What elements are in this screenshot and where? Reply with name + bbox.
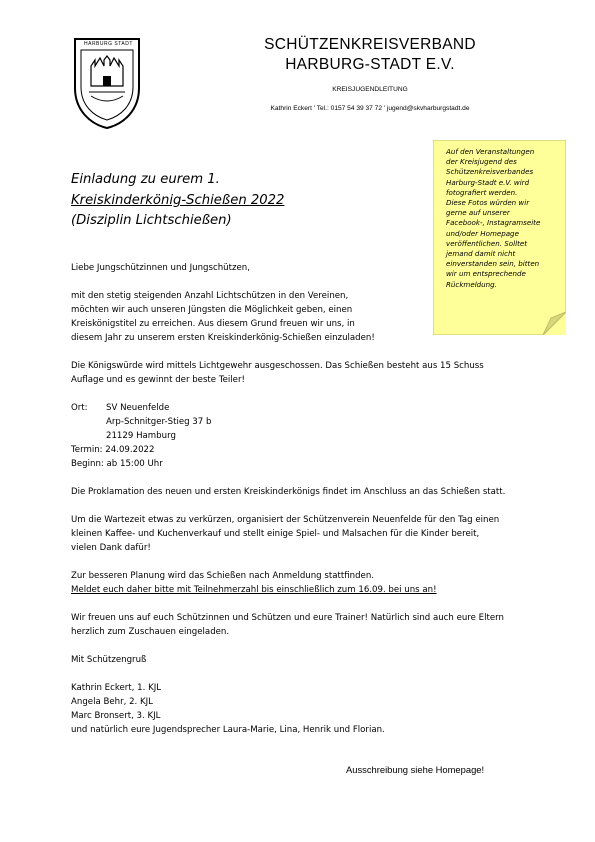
signer-1: Kathrin Eckert, 1. KJL	[71, 683, 162, 693]
ort-label: Ort:	[71, 403, 88, 413]
org-name-line1: SCHÜTZENKREISVERBAND	[264, 36, 476, 53]
termin: Termin: 24.09.2022	[71, 445, 155, 455]
ort-line2: Arp-Schnitger-Stieg 37 b	[106, 417, 212, 427]
final-line: und natürlich eure Jugendsprecher Laura-Marie, Lina, Henrik und Florian.	[71, 725, 385, 735]
beginn: Beginn: ab 15:00 Uhr	[71, 459, 163, 469]
p4-line1: Um die Wartezeit etwas zu verkürzen, organisiert der Schützenverein Neuenfelde für den Tag einen	[71, 515, 500, 525]
footer-homepage-note: Ausschreibung siehe Homepage!	[346, 764, 485, 775]
p4-line2: kleinen Kaffee- und Kuchenverkauf und stellt einige Spiel- und Malsachen für die Kinder bereit,	[71, 529, 480, 539]
ort-line3: 21129 Hamburg	[106, 431, 176, 441]
title-line3: (Disziplin Lichtschießen)	[71, 213, 232, 228]
greeting: Liebe Jungschützinnen und Jungschützen,	[71, 263, 250, 273]
club-crest-logo	[72, 36, 142, 130]
p1-line4: diesem Jahr zu unserem ersten Kreiskinderkönig-Schießen einzuladen!	[71, 333, 375, 343]
p2-line1: Die Königswürde wird mittels Lichtgewehr ausgeschossen. Das Schießen besteht aus 15 Schuss	[71, 361, 484, 371]
signer-3: Marc Bronsert, 3. KJL	[71, 711, 161, 721]
crest-top-text: HARBURG STADT	[84, 41, 133, 47]
title-line2: Kreiskinderkönig-Schießen 2022	[71, 193, 285, 208]
p2-line2: Auflage und es gewinnt der beste Teiler!	[71, 375, 245, 385]
p3: Die Proklamation des neuen und ersten Kreiskinderkönigs findet im Anschluss an das Schießen statt.	[71, 487, 506, 497]
contact-line: Kathrin Eckert ' Tel.: 0157 54 39 37 72 ' jugend@skvharburgstadt.de	[270, 105, 470, 112]
title-line1: Einladung zu eurem 1.	[71, 172, 220, 187]
p1-line1: mit den stetig steigenden Anzahl Lichtschützen in den Vereinen,	[71, 291, 349, 301]
p6-line2: herzlich zum Zuschauen eingeladen.	[71, 627, 230, 637]
org-subtitle: KREISJUGENDLEITUNG	[332, 86, 408, 93]
p1-line2: möchten wir auch unseren Jüngsten die Möglichkeit geben, einen	[71, 305, 353, 315]
ort-line1: SV Neuenfelde	[106, 403, 170, 413]
p6-line1: Wir freuen uns auf euch Schützinnen und Schützen und eure Trainer! Natürlich sind auch eure Eltern	[71, 613, 504, 623]
closing: Mit Schützengruß	[71, 655, 147, 665]
signer-2: Angela Behr, 2. KJL	[71, 697, 153, 707]
photo-notice-text: Auf den Veranstaltungen der Kreisjugend des Schützenkreisverbandes Harburg-Stadt e.V. wird fotografiert werden. Diese Fotos würden wir gerne auf unserer Facebook-, Instagramseite und/oder Homepage veröffentlichen. Solltet jemand damit nicht einverstanden sein, bitten wir um entsprechende Rückmeldung.	[446, 147, 541, 289]
org-name-line2: HARBURG-STADT E.V.	[285, 56, 455, 73]
p5-line2-signup-deadline: Meldet euch daher bitte mit Teilnehmerzahl bis einschließlich zum 16.09. bei uns an!	[71, 585, 437, 595]
p1-line3: Kreiskönigstitel zu erreichen. Aus diesem Grund freuen wir uns, in	[71, 319, 355, 329]
p5-line1: Zur besseren Planung wird das Schießen nach Anmeldung stattfinden.	[71, 571, 375, 581]
p4-line3: vielen Dank dafür!	[71, 543, 151, 553]
